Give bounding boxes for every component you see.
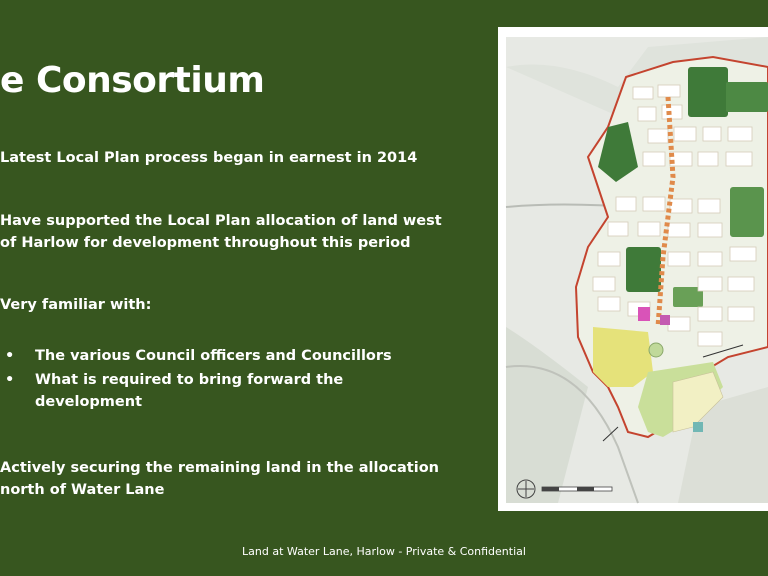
bullet-dot: • [5,372,15,388]
paragraph-line: north of Water Lane [0,482,165,498]
paragraph-securing [0,457,439,501]
bullet-item [0,369,392,413]
bullet-text: development [35,394,143,410]
paragraph-local-plan: Latest Local Plan process began in earnest in 2014 [0,150,418,166]
bullet-text: The various Council officers and Councillors [35,348,392,364]
paragraph-line: Have supported the Local Plan allocation of land west [0,213,442,229]
paragraph-familiar: Very familiar with: [0,297,152,313]
masterplan-map-drawing [498,27,768,511]
slide-footer: Land at Water Lane, Harlow - Private & Confidential [242,545,526,558]
slide-title: e Consortium [0,60,265,101]
bullet-text: What is required to bring forward the [35,372,344,388]
bullet-item [0,345,392,367]
bullet-list [0,345,392,415]
paragraph-line: Actively securing the remaining land in the allocation [0,460,439,476]
bullet-dot: • [5,348,15,364]
masterplan-map-image [498,27,768,511]
paragraph-supported [0,210,442,254]
paragraph-line: of Harlow for development throughout this period [0,235,411,251]
